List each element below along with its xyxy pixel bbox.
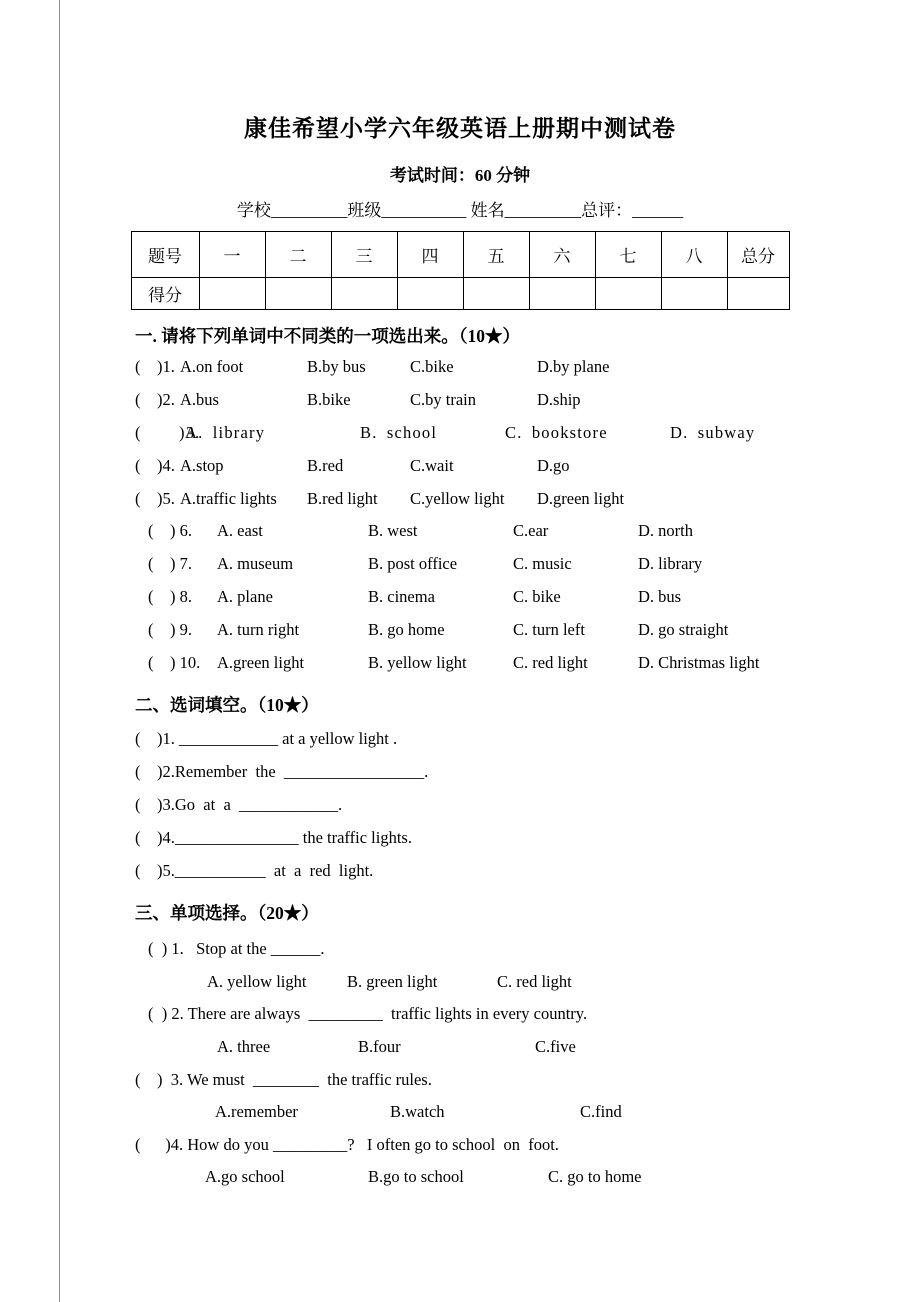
option-a: A.on foot — [180, 357, 244, 377]
option-c: C. turn left — [513, 619, 585, 639]
score-table-header-cell: 二 — [265, 232, 331, 278]
option-b: B.go to school — [368, 1167, 464, 1187]
options-row — [217, 1031, 920, 1064]
score-table-header-cell: 七 — [595, 232, 661, 278]
question-prefix: ( ) 10. — [148, 652, 201, 672]
part2-heading: 二、选词填空。（10★） — [135, 694, 319, 715]
option-d: D. north — [638, 521, 693, 541]
fill-blank-row: ( )4._______________ the traffic lights. — [135, 827, 412, 847]
option-b: B.red light — [307, 488, 378, 508]
option-b: B. go home — [368, 619, 445, 639]
option-b: B.bike — [307, 390, 351, 410]
option-b: B. west — [368, 521, 418, 541]
option-c: C. music — [513, 554, 572, 574]
score-cell-empty — [595, 278, 661, 310]
option-d: D. library — [638, 554, 703, 574]
question-row — [135, 351, 920, 384]
option-d: D. Christmas light — [638, 652, 760, 672]
question-prefix: ( ) 7. — [148, 554, 192, 574]
student-info-line: 学校_________班级__________ 姓名_________总评：______ — [236, 201, 684, 220]
question-row — [148, 548, 920, 581]
score-table-header-cell: 一 — [199, 232, 265, 278]
score-table-header-cell: 六 — [529, 232, 595, 278]
question-row — [135, 417, 920, 450]
part2-items — [0, 723, 920, 887]
score-cell-empty — [265, 278, 331, 310]
option-a: A. three — [217, 1037, 271, 1057]
question-text: ( ) 2. There are always _________ traffic lights in every country. — [148, 1004, 588, 1024]
score-cell-empty — [661, 278, 727, 310]
option-c: C. go to home — [548, 1167, 642, 1187]
option-b: B.red — [307, 455, 344, 475]
option-a: A.go school — [205, 1167, 285, 1187]
option-a: A.traffic lights — [180, 488, 277, 508]
option-a: A. library — [185, 422, 266, 442]
question-row — [135, 384, 920, 417]
option-a: A.green light — [217, 652, 305, 672]
question-prefix: ( )3. — [135, 422, 201, 442]
question-prefix: ( )4. — [135, 455, 175, 475]
fill-blank-row: ( )1. ____________ at a yellow light . — [135, 729, 398, 749]
option-d: D. bus — [638, 586, 682, 606]
page-edge-line — [59, 0, 60, 1302]
option-b: B. post office — [368, 554, 458, 574]
question-row — [135, 482, 920, 515]
question-prefix: ( ) 6. — [148, 521, 192, 541]
option-a: A. yellow light — [207, 971, 307, 991]
option-d: D. subway — [670, 422, 756, 442]
question-row — [148, 581, 920, 614]
option-a: A. turn right — [217, 619, 300, 639]
option-a: A. east — [217, 521, 263, 541]
option-c: C.wait — [410, 455, 454, 475]
options-row — [207, 966, 920, 999]
question-prefix: ( ) 8. — [148, 586, 192, 606]
score-table — [131, 231, 790, 310]
option-c: C.five — [535, 1037, 576, 1057]
fill-blank-row: ( )2.Remember the _________________. — [135, 762, 429, 782]
option-d: D.ship — [537, 390, 581, 410]
option-a: A. plane — [217, 586, 273, 606]
option-c: C.by train — [410, 390, 476, 410]
question-text: ( ) 1. Stop at the ______. — [148, 939, 325, 959]
option-b: B. yellow light — [368, 652, 467, 672]
score-cell-empty — [529, 278, 595, 310]
option-b: B.watch — [390, 1102, 445, 1122]
multiple-choice-question — [0, 933, 920, 998]
option-a: A.bus — [180, 390, 219, 410]
fill-blank-row: ( )3.Go at a ____________. — [135, 794, 343, 814]
question-text: ( )4. How do you _________? I often go to school on foot. — [135, 1134, 559, 1154]
options-row — [215, 1096, 920, 1129]
option-d: D. go straight — [638, 619, 729, 639]
option-c: C.ear — [513, 521, 549, 541]
question-row — [148, 646, 920, 679]
part1-heading: 一. 请将下列单词中不同类的一项选出来。（10★） — [135, 326, 520, 346]
fill-blank-row: ( )5.___________ at a red light. — [135, 860, 374, 880]
score-cell-empty — [727, 278, 789, 310]
score-cell-empty — [199, 278, 265, 310]
score-table-score-row — [131, 278, 789, 310]
options-row — [205, 1161, 920, 1194]
question-row — [135, 449, 920, 482]
option-b: B.by bus — [307, 357, 366, 377]
question-row — [148, 613, 920, 646]
option-c: C.bike — [410, 357, 454, 377]
option-d: D.go — [537, 455, 570, 475]
option-c: C. bike — [513, 586, 561, 606]
option-c: C.yellow light — [410, 488, 505, 508]
option-a: A.stop — [180, 455, 224, 475]
score-table-header-cell: 三 — [331, 232, 397, 278]
question-prefix: ( )5. — [135, 488, 175, 508]
question-row — [148, 515, 920, 548]
option-b: B. cinema — [368, 586, 435, 606]
score-table-header-cell: 八 — [661, 232, 727, 278]
option-b: B. school — [360, 422, 438, 442]
score-table-header-cell: 四 — [397, 232, 463, 278]
option-a: A.remember — [215, 1102, 298, 1122]
score-cell-empty — [331, 278, 397, 310]
option-d: D.green light — [537, 488, 625, 508]
option-b: B. green light — [347, 971, 438, 991]
multiple-choice-question — [0, 1129, 920, 1194]
option-c: C.find — [580, 1102, 622, 1122]
score-cell-empty — [397, 278, 463, 310]
multiple-choice-question — [0, 1063, 920, 1128]
option-b: B.four — [358, 1037, 401, 1057]
option-c: C. bookstore — [505, 422, 608, 442]
exam-time: 考试时间：60 分钟 — [389, 166, 531, 185]
score-table-header-cell: 五 — [463, 232, 529, 278]
part3-heading: 三、单项选择。（20★） — [135, 902, 319, 923]
score-table-header-row — [131, 232, 789, 278]
score-cell-empty — [463, 278, 529, 310]
option-c: C. red light — [513, 652, 588, 672]
part1-items — [0, 351, 920, 679]
score-table-header-cell: 题号 — [131, 232, 199, 278]
part3-questions — [0, 933, 920, 1194]
question-text: ( ) 3. We must ________ the traffic rules. — [135, 1069, 432, 1089]
question-prefix: ( )2. — [135, 390, 175, 410]
page-title: 康佳希望小学六年级英语上册期中测试卷 — [244, 116, 676, 141]
question-prefix: ( ) 9. — [148, 619, 192, 639]
option-d: D.by plane — [537, 357, 610, 377]
question-prefix: ( )1. — [135, 357, 175, 377]
score-row-label: 得分 — [131, 278, 199, 310]
option-c: C. red light — [497, 971, 572, 991]
option-a: A. museum — [217, 554, 294, 574]
multiple-choice-question — [0, 998, 920, 1063]
score-table-header-cell: 总分 — [727, 232, 789, 278]
